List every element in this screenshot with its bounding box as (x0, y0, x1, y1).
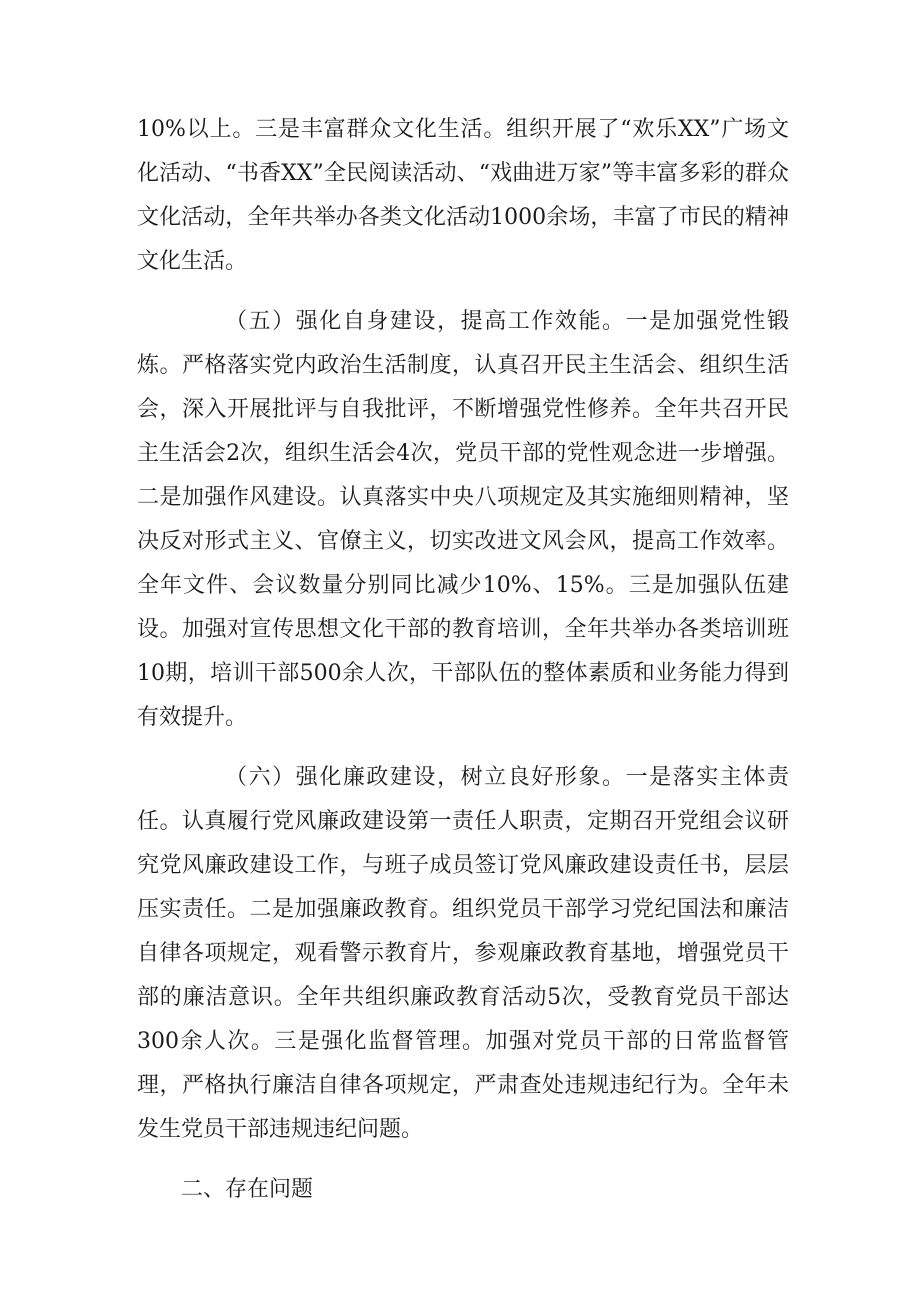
paragraph-self-building: （五）强化自身建设，提高工作效能。一是加强党性锻炼。严格落实党内政治生活制度，认真召开民主生活会、组织生活会，深入开展批评与自我批评，不断增强党性修养。全年共召开民主生活会2次，组织生活会4次，党员干部的党性观念进一步增强。二是加强作风建设。认真落实中央八项规定及其实施细则精神，坚决反对形式主义、官僚主义，切实改进文风会风，提高工作效率。全年文件、会议数量分别同比减少10%、15%。三是加强队伍建设。加强对宣传思想文化干部的教育培训，全年共举办各类培训班10期，培训干部500余人次，干部队伍的整体素质和业务能力得到有效提升。 (137, 309, 789, 730)
paragraph-integrity-building: （六）强化廉政建设，树立良好形象。一是落实主体责任。认真履行党风廉政建设第一责任人职责，定期召开党组会议研究党风廉政建设工作，与班子成员签订党风廉政建设责任书，层层压实责任。二是加强廉政教育。组织党员干部学习党纪国法和廉洁自律各项规定，观看警示教育片，参观廉政教育基地，增强党员干部的廉洁意识。全年共组织廉政教育活动5次，受教育党员干部达300余人次。三是强化监督管理。加强对党员干部的日常监督管理，严格执行廉洁自律各项规定，严肃查处违规违纪行为。全年未发生党员干部违规违纪问题。 (137, 765, 789, 1142)
section-heading-problems: 二、存在问题 (181, 1177, 314, 1202)
document-body (137, 108, 789, 1212)
paragraph-culture-activities: 10%以上。三是丰富群众文化生活。组织开展了“欢乐XX”广场文化活动、“书香XX”全民阅读活动、“戏曲进万家”等丰富多彩的群众文化活动，全年共举办各类文化活动1000余场，丰富了市民的精神文化生活。 (137, 117, 789, 274)
